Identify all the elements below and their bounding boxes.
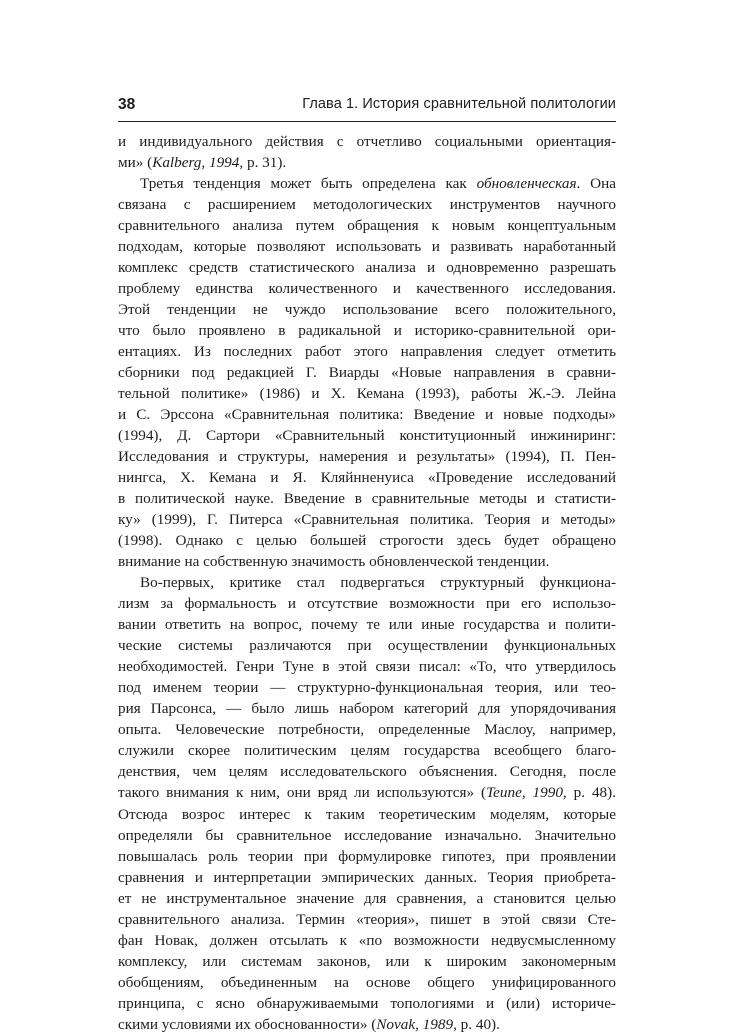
line-text: повышалась роль теории при формулировке гипотез, при проявлении: [118, 847, 616, 865]
text-line: [118, 488, 616, 509]
line-text: Во-первых, критике стал подвергаться структурный функционa-: [140, 574, 616, 592]
text-line: [118, 215, 616, 236]
line-text: сравнительного анализа. Термин «теория», пишет в этой связи Сте-: [118, 910, 616, 928]
text-line: [118, 278, 616, 299]
text-line: [118, 888, 616, 909]
line-text: необходимостей. Генри Туне в этой связи писал: «То, что утвердилось: [118, 658, 616, 676]
text-line: [118, 236, 616, 257]
line-text: Исследования и структуры, намерения и результаты» (1994), П. Пен-: [118, 448, 616, 466]
line-text: под именем теории — структурно-функциональная теория, или тео-: [118, 679, 616, 697]
text-line: [118, 972, 616, 993]
line-text: ет не инструментальное значение для сравнения, а становится целью: [118, 889, 616, 907]
text-line: [118, 446, 616, 467]
text-line: [118, 152, 616, 173]
line-text-tail: , p. 40).: [453, 1015, 500, 1033]
text-line: [118, 530, 616, 551]
text-line: [118, 719, 616, 740]
line-text: опыта. Человеческие потребности, определенные Маслоу, например,: [118, 721, 616, 739]
line-text: такого внимания к ним, они вряд ли используются» (: [118, 784, 487, 802]
line-text: и С. Эрссона «Сравнительная политика: Введение и новые подходы»: [118, 406, 616, 424]
text-line: [118, 951, 616, 972]
text-line: [118, 930, 616, 951]
line-text: Этой тенденции не чуждо использование всего положительного,: [118, 301, 616, 319]
text-line: [118, 299, 616, 320]
citation-author: обновленческая: [476, 175, 577, 193]
line-text: что было проявлено в радикальной и историко-сравнительной ори-: [118, 322, 616, 340]
text-line: [118, 909, 616, 930]
line-text: внимание на собственную значимость обновленческой тенденции.: [118, 553, 550, 571]
line-text: принципа, с ясно обнаруживаемыми топологиями и (или) историче-: [118, 994, 616, 1012]
line-text: (1998). Однако с целью большей строгости здесь будет обращено: [118, 532, 616, 550]
text-line: [118, 740, 616, 761]
citation-author: Novak, 1989: [376, 1015, 454, 1033]
line-text-tail: , p. 48).: [562, 784, 616, 802]
text-line: [118, 825, 616, 846]
text-line: [118, 194, 616, 215]
text-line: [118, 425, 616, 446]
text-line: [118, 867, 616, 888]
text-line: [118, 509, 616, 530]
line-text: Отсюда возрос интерес к таким теоретическим моделям, которые: [118, 805, 616, 823]
line-text: тельной политике» (1986) и Х. Кемана (1993), работы Ж.-Э. Лейна: [118, 385, 616, 403]
line-text: комплексу, или системам законов, или к широким закономерным: [118, 952, 616, 970]
line-text: скими условиями их обоснованности» (: [118, 1015, 377, 1033]
text-line: [118, 1014, 616, 1035]
line-text: определяли бы сравнительное исследование изначально. Значительно: [118, 826, 616, 844]
text-line: [118, 698, 616, 719]
citation-author: Kalberg, 1994: [152, 154, 240, 172]
header-divider: [118, 121, 616, 122]
text-line: [118, 614, 616, 635]
line-text: ческие системы различаются при осуществлении функциональных: [118, 637, 616, 655]
line-text: нингса, Х. Кемана и Я. Кляйнненуиса «Проведение исследований: [118, 469, 616, 487]
text-line: [118, 467, 616, 488]
text-line: [118, 846, 616, 867]
line-text: сборники под редакцией Г. Виарды «Новые направления в сравни-: [118, 364, 616, 382]
line-text: проблему единства количественного и качественного исследования.: [118, 280, 616, 298]
line-text: сравнения и интерпретации эмпирических данных. Теория приобрета-: [118, 868, 616, 886]
body-text: [118, 131, 616, 1035]
line-text: в политической науке. Введение в сравнительные методы и статисти-: [118, 490, 616, 508]
line-text: сравнительного анализа путем обращения к новым концептуальным: [118, 217, 616, 235]
line-text: ку» (1999), Г. Питерса «Сравнительная политика. Теория и методы»: [118, 511, 616, 529]
text-line: [118, 341, 616, 362]
text-line: [118, 320, 616, 341]
text-line: [118, 782, 616, 803]
text-line: [118, 173, 616, 194]
line-text: и индивидуального действия с отчетливо социальными ориентация-: [118, 133, 616, 150]
line-text: фан Новак, должен отсылать к «по возможности недвусмысленному: [118, 931, 616, 949]
line-text: служили скорее политическим целям государства всеобщего благо-: [118, 742, 616, 760]
citation-author: Teune, 1990: [486, 784, 563, 802]
line-text: связана с расширением методологических инструментов научного: [118, 196, 616, 214]
line-text: (1994), Д. Сартори «Сравнительный конституционный инжиниринг:: [118, 427, 616, 445]
text-line: [118, 635, 616, 656]
line-text: вании ответить на вопрос, почему те или иные государства и полити-: [118, 616, 616, 634]
text-line: [118, 677, 616, 698]
text-line: [118, 257, 616, 278]
line-text: лизм за формальность и отсутствие возможности при его использо-: [118, 595, 616, 613]
line-text: рия Парсонса, — было лишь набором категорий для упорядочивания: [118, 700, 616, 718]
line-text: Третья тенденция может быть определена как: [140, 175, 477, 193]
text-line: [118, 131, 616, 152]
line-text: обобщениям, объединенным на основе общего унифицированного: [118, 973, 616, 991]
text-line: [118, 551, 616, 572]
line-text: комплекс средств статистического анализа и одновременно разрешать: [118, 259, 616, 277]
line-text-tail: , p. 31).: [239, 154, 287, 172]
line-text: ми» (: [118, 154, 153, 172]
text-line: [118, 993, 616, 1014]
chapter-title: Глава 1. История сравнительной политологии: [302, 96, 616, 112]
text-line: [118, 572, 616, 593]
text-line: [118, 761, 616, 782]
text-line: [118, 362, 616, 383]
text-line: [118, 804, 616, 825]
text-line: [118, 593, 616, 614]
text-line: [118, 404, 616, 425]
line-text: подходам, которые позволяют использовать и развивать наработанный: [118, 238, 616, 256]
text-line: [118, 383, 616, 404]
running-header: [118, 86, 616, 120]
page-number: 38: [118, 96, 136, 113]
line-text: денствия, чем целям исследовательского объяснения. Сегодня, после: [118, 763, 616, 781]
line-text-tail: . Она: [576, 175, 616, 193]
line-text: ентациях. Из последних работ этого направления следует отметить: [118, 343, 616, 361]
text-line: [118, 656, 616, 677]
